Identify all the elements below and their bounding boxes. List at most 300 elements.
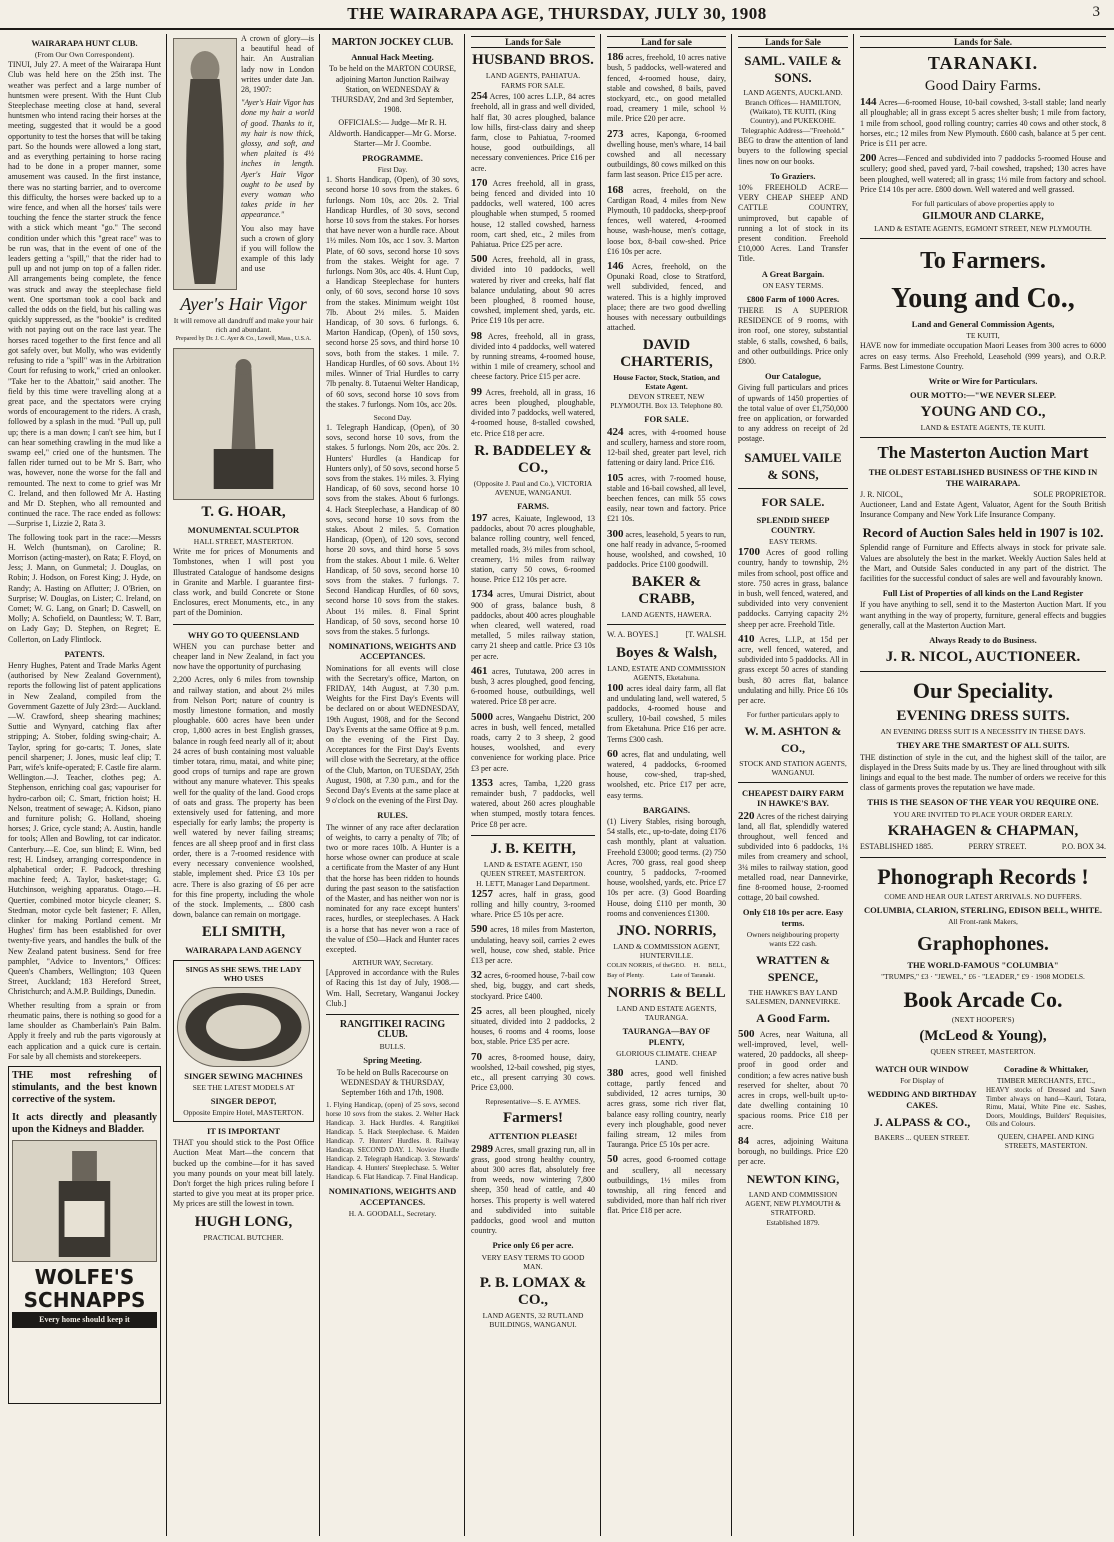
column-rule [166, 34, 167, 1536]
kr-right: P.O. BOX 34. [1061, 841, 1106, 851]
lot-listing [607, 529, 726, 571]
mart-body2: Splendid range of Furniture and Effects always in stock for private sale. Values are absolutely the best in the market. Weekly Auction Sales held at the Mart, and Outside Sales conducted in any part of the district. The facilities for the successful conduct of sales are well and favourably known. [860, 543, 1106, 584]
lot-text: Acres—6-roomed House, 10-bail cowshed, 3-stall stable; land nearly all ploughable; all in grass except 5 acres shelter bush; 1 mile from factory, 1 mile from school, good rolling country; carries 40 cows and other stock, 8 horses, etc.; 12 miles from New Plymouth. £600 cash, balance at 5 per cent. Price is £11 per acre. [860, 98, 1106, 149]
lot-text: Acres, near Waituna, all well-improved, level, well-watered, 20 paddocks, all sheep-proof in good order and condition; a few acres native bush reserved for shelter, about 70 acres in crops, well-built up-to-date dwelling containing 10 spacious rooms. Price £18 per acre. [738, 1029, 848, 1131]
taranaki-heading: TARANAKI. [927, 53, 1039, 74]
lot-410 [738, 634, 848, 706]
columbia-line: THE WORLD-FAMOUS "COLUMBIA" [907, 959, 1059, 970]
column-1 [4, 34, 165, 1536]
lot-text: acres, freehold, on the Cardigan Road, 4 miles from New Plymouth, 10 paddocks, sheep-proof fences, well watered, 4-roomed house, wash-house, men's cottage, loose box, 8-bail cow-shed. Price £16 10s per acre. [607, 185, 727, 256]
long-heading: IT IS IMPORTANT [206, 1125, 281, 1136]
mart-signature: J. R. NICOL, AUCTIONEER. [885, 649, 1081, 666]
column-rule [853, 34, 854, 1536]
second-day-heading: Second Day. [373, 412, 412, 422]
taranaki-sub: Good Dairy Farms. [924, 78, 1042, 95]
long-name: HUGH LONG, [194, 1213, 293, 1230]
long-body: THAT you should stick to the Post Office Auction Meat Mart—the concern that bucked up the combine—for it has saved you many pounds on your meat bill lately. Don't forget the high prices ruling before I started to give you meat at its proper price. My prices are still the lowest in town. [173, 1138, 314, 1209]
lot-number: 500 [471, 253, 488, 266]
lot-listing [607, 129, 726, 181]
schnapps-tagline: Every home should keep it [12, 1312, 157, 1328]
vaile2-name: SAMUEL VAILE & SONS, [744, 449, 842, 482]
wedding-cakes: WEDDING AND BIRTHDAY CAKES. [867, 1089, 977, 1110]
catalogue-body: Giving full particulars and prices of upwards of 1450 properties of the total value of over £1,750,000 free on application, or forwarded to any address on receipt of 2d postage. [738, 383, 848, 444]
schnapps-advert [8, 1066, 161, 1404]
farmers-heading: Farmers! [503, 1110, 563, 1127]
lot-listing [471, 924, 595, 966]
for-sale-heading: FOR SALE. [644, 414, 689, 425]
lot-text: acres, all been ploughed, nicely situated, divided into 2 paddocks, 2 houses, 6 rooms and 4 rooms, loose box, stable. Price £35 per acre. [471, 1006, 595, 1047]
lot-text: Acres—Fenced and subdivided into 7 paddocks 5-roomed House and scullery; good shed, paved yard, 7-bail cowshed, trapshed; 130 acres have been ploughed, well watered; all in grass; 1½ mile from factory and school. Price £14 10s per acre. £800 down. Well watered and well grassed. [860, 154, 1106, 194]
lomax-name: P. B. LOMAX & CO., [479, 1274, 587, 1308]
singer-top: SINGS AS SHE SEWS. THE LADY WHO USES [185, 964, 302, 983]
young-write: Write or Wire for Particulars. [928, 376, 1038, 387]
husband-bros-lots [471, 91, 595, 439]
column-3 [322, 34, 463, 1536]
hunt-club-field-list: The following took part in the race:—Messrs H. Welch (huntsman), on Caroline; R. Morrison (acting-master), on Rata; F. Floyd, on Jess; J. Mann, on Gunmetal; J. Douglas, on Robin; J. Hodson, on Forest King; J. Hyde, on Randy; A. Hasting on Aflutter; J. O'Brien, on Surprise; W. Douglas, on Lister; C. Ireland, on Comet; W. G. Lang, on Gnarl; D. Caswell, on Molly; A. Schofield, on Dauntless; W. T. Barr, on Lady Gay; D. Stephen, on Regret; E. Collerton, on Lady Flintlock. [8, 532, 161, 644]
coradine-name: Coradine & Whittaker, [1003, 1064, 1089, 1075]
mart-proprietor [860, 490, 1106, 500]
wratten-sub: THE HAWKE'S BAY LAND SALESMEN, DANNEVIRKE. [745, 987, 841, 1006]
rrc-place: BULLS. [379, 1042, 406, 1052]
charteris-lots [607, 52, 726, 333]
keith-representative: Representative—S. E. AYMES. [485, 1097, 581, 1107]
dairy-lot [738, 811, 848, 904]
lot-listing [607, 427, 726, 469]
columbia-models: "TRUMPS," £3 · "JEWEL," £6 · "LEADER," £9 · 1908 MODELS. [881, 972, 1085, 982]
lot-text: Acres, freehold, all in grass, 16 acres been ploughed, ploughable, divided into 7 paddocks, well watered, 4-roomed house, 8-stalled cowshed, etc. Price £18 per acre. [471, 387, 596, 438]
lot-number: 186 [607, 51, 624, 64]
baddeley-sub: (Opposite J. Paul and Co.), VICTORIA AVENUE, WANGANUI. [473, 478, 593, 497]
coradine-address: QUEEN, CHAPEL AND KING STREETS, MASTERTON. [997, 1131, 1095, 1150]
next-hoopers: (NEXT HOOPER'S) [951, 1015, 1015, 1025]
divider [471, 835, 595, 836]
lot-text: acres, 18 miles from Masterton, undulating, heavy soil, carries 2 ewes well, house, cow shed, stable. Price £13 per acre. [471, 925, 595, 966]
lot-text: Acres of good rolling country, handy to township, 2½ miles from school, post office and store. 750 acres in grass, balance in bush, well fenced, watered, and subdivided into very convenient paddocks. Carrying capacity 2½ sheep per acre. Freehold Title. [738, 548, 849, 629]
phonograph-sub: COME AND HEAR OUR LATEST ARRIVALS. NO DUFFERS. [884, 891, 1082, 901]
lot-144 [860, 97, 1106, 149]
lot-text: acres, good 6-roomed cottage and scullery, all necessary outbuildings, 1½ miles from township, all ring fenced and subdivided, more than half rich river flat. Price £18 per acre. [607, 1155, 726, 1216]
queensland-intro: WHEN you can purchase better and cheaper land in New Zealand, in fact you now have the opportunity of purchasing [173, 641, 314, 672]
mcleod-address: QUEEN STREET, MASTERTON. [930, 1047, 1036, 1057]
lot-number: 1353 [471, 776, 493, 789]
lot-number: 168 [607, 183, 624, 196]
ayer-also: You also may have such a crown of glory if you will follow the example of this lady and use [241, 223, 314, 274]
baker-crabb-name: BAKER & CRABB, [631, 574, 702, 608]
hoar-name: T. G. HOAR, [201, 504, 286, 520]
singer-bottom: SEE THE LATEST MODELS AT [192, 1082, 295, 1092]
singer-brand: SINGER SEWING MACHINES [184, 1070, 303, 1081]
lot-listing [471, 666, 595, 708]
lot-number: 1734 [471, 588, 493, 601]
lot-number: 300 [607, 527, 624, 540]
nominations-body: Nominations for all events will close with the Secretary's office, Marton, on FRIDAY, 14th August, at 7.30 p.m. Weights for the First Day's Events will be declared on or about WEDNESDAY, 19th August, 1908, and for the Second Day's Events at the same Office at 9 p.m. on the evening of the First Day. Acceptances for the First Day's Events will close with the Secretary, at the office of the Club, Marton, on TUESDAY, 25th August, 1908, at 7.30 p.m., and for the Second Day's Events at the same place at 9 o'clock on the evening of the First Day. [326, 663, 459, 806]
norris-bell-name: NORRIS & BELL [607, 985, 726, 1002]
lot-number: 146 [607, 260, 624, 273]
bargain-farm: £800 Farm of 1000 Acres. [746, 293, 840, 304]
hunt-club-article: TINUI, July 27. A meet of the Wairarapa Hunt Club was held here on the 25th inst. The weather was perfect and a large number of huntsmen were present. With the Hunt Club Steeplechase meeting close at hand, several huntsmen who intend racing their horses at the meeting, suggested that it would be a good opportunity to test the horses that will be taking part. So the hounds were allowed a long start, and as everything pertaining to horse racing had to be done in a proper manner, some amusement was caused. In the first instance, there was no starting barrier, and to overcome this difficulty, the horses were backed up to a wire fence, and when all the horses' tails were touching the fence the starter struck the fence with a stick which meant "go." The second condition under which this "great race" was to be run was, that in the event of one of the leaders getting a "spill," that the rider had to pull up and not jump on top of a fallen rider. All arrangements being complete, the fence was struck and away the steeplechase field went. One sportsman took a cool back and called the odds on the field, but his calling was quickly suppressed, as the "bookie" is credited with not paying out on the race last year. The horses raced together to the first fence and all got safely over, but Molly, who was evidently refusing to ride a "spill" was in the Arbitration Court for refusing to work," cried an onlooker. "Take her to the Abattoir," said another. The field by this time were travelling along at a great pace, and the spectators were crying words of encouragement to the riders. A crash, followed by a splash in the mud. "Pull up, pull up; there is a man down; I can't see him, but I can hear something crawling in the mud like a swamp eel," cried one of the huntsmen. The fallen rider turned out to be Mr S. Barr, who was, however, none the worse for the fall and remounted. The next to come to grief was Mr C. Ireland, and then followed Mr A. Hasting and Mr D. Stephen, who all remounted and continued the race. The race ended as follows:—Surprise 1, Lizzie 2, Rata 3. [8, 60, 161, 529]
bottom-adverts [860, 1060, 1106, 1151]
lot-200 [860, 153, 1106, 195]
hoar-address: HALL STREET, MASTERTON. [193, 537, 294, 547]
masthead [0, 0, 1114, 30]
young-sub2: LAND & ESTATE AGENTS, TE KUITI. [920, 423, 1046, 433]
divider [738, 782, 848, 783]
nb-lot [607, 1154, 726, 1216]
lot-listing [471, 778, 595, 830]
keith-name: J. B. KEITH, [490, 840, 576, 857]
norris-bell-principals [607, 961, 726, 981]
dress-suits-heading: EVENING DRESS SUITS. [896, 708, 1070, 725]
column-rule [464, 34, 465, 1536]
alpass-name: J. ALPASS & CO., [873, 1114, 971, 1129]
page-number: 3 [1092, 4, 1100, 20]
lot-number: 60 [607, 747, 618, 760]
hoar-body: Write me for prices of Monuments and Tombstones, when I will post you Illustrated Catalogue of handsome designs in Granite and Marble. I guarantee first-class work, and build Concrete or Stone Enclosures, erect Monuments, etc., in any part of the Dominion. [173, 547, 314, 618]
dress-suits-line1: AN EVENING DRESS SUIT IS A NECESSITY IN THESE DAYS. [880, 727, 1086, 737]
lot-text: Acres, L.I.P., at 15d per acre, well fenced, watered, and subdivided into 5 paddocks. All in grass except 50 acres of standing bush, 80 acres flat, balance undulating and hilly. Price £6 10s per acre. [738, 634, 848, 705]
singer-agent: SINGER DEPOT, [210, 1095, 277, 1106]
hoar-trade: MONUMENTAL SCULPTOR [187, 525, 300, 535]
dress-suits-body: THE distinction of style in the cut, and the highest skill of the tailor, are displayed in the Dress Suits made by us. They are lined throughout with silk linings and equal to the best made. The number of orders we receive for this class of garments proves the reputation we have made. [860, 752, 1106, 793]
bargain-sub: ON EASY TERMS. [762, 280, 824, 290]
easy-terms: EASY TERMS. [769, 537, 817, 547]
husband-bros-name: HUSBAND BROS. [472, 52, 594, 69]
rrc-signature: H. A. GOODALL, Secretary. [348, 1208, 437, 1218]
krahagen-name: KRAHAGEN & CHAPMAN, [887, 822, 1079, 839]
kr-mid: PERRY STREET. [968, 841, 1027, 851]
phonograph-heading: Phonograph Records ! [877, 863, 1089, 889]
lot-text: Acres, small grazing run, all in grass, good strong healthy country, about 300 acres flat, absolutely free from weeds, now wintering 7,800 sheep, 350 head of cattle, and 40 horses. This property is well watered and subdivided into suitable paddocks, good wool and mutton country. [471, 1144, 596, 1236]
lot-listing [471, 712, 595, 774]
ayer-tagline: It will remove all dandruff and make your hair rich and abundant. [173, 316, 314, 334]
lot-listing [471, 1006, 595, 1048]
wratten-name: WRATTEN & SPENCE, [755, 952, 831, 984]
lot-number: 50 [607, 1153, 618, 1166]
graziers-heading: To Graziers. [770, 170, 816, 181]
divider [860, 238, 1106, 239]
mart-body3: If you have anything to sell, send it to the Masterton Auction Mart. If you want anything in the way of property, furniture, general effects and buggies generally, call at the Masterton Auction Mart. [860, 600, 1106, 630]
column-4 [467, 34, 599, 1536]
lot-text: acres, flat and undulating, well watered, 4 paddocks, 6-roomed house, cow-shed, trap-shed, woolshed, etc. Price £17 per acre, easy terms. [607, 749, 727, 800]
boyes-walsh-name: Boyes & Walsh, [616, 644, 717, 661]
masthead-title: THE WAIRARAPA AGE, THURSDAY, JULY 30, 1908 [347, 4, 767, 23]
good-farm-lot [738, 1029, 848, 1132]
lot-listing [471, 970, 595, 1002]
hunt-club-byline: (From Our Own Correspondent). [34, 50, 135, 60]
divider [860, 671, 1106, 672]
mart-right: SOLE PROPRIETOR. [1033, 489, 1106, 499]
lot-number: 461 [471, 664, 488, 677]
young-name: Young and Co., [891, 283, 1075, 315]
dress-suits-line2: THEY ARE THE SMARTEST OF ALL SUITS. [896, 740, 1070, 751]
young-sub: Land and General Commission Agents, [911, 319, 1055, 330]
rules-heading: RULES. [377, 810, 408, 821]
lot-number: 500 [738, 1027, 755, 1040]
bargains-list: (1) Livery Stables, rising borough, 54 stalls, etc., up-to-date, doing £176 cash monthly, plant at valuation. Freehold £3000; good terms. (2) 750 Acres, 700 grass, real good sheep country, 5 paddocks, 7-roomed house, woolshed, yards, etc. Price £7 10s per acre. (3) Good Boarding House, doing £110 per month, 30 rooms and conveniences £1300. [607, 816, 726, 918]
dairy-owner: Owners neighbouring property wants £22 cash. [746, 929, 840, 948]
ashton-name: W. M. ASHTON & CO., [744, 724, 842, 756]
lands-band: Lands for Sale [738, 36, 848, 48]
bargain-body: THERE IS A SUPERIOR RESIDENCE of 9 rooms, with iron roof, one storey, substantial stable, 6 stalls, cowshed, 6 bails, and other outbuildings. Price only £800. [738, 306, 848, 367]
young-name2: YOUNG AND CO., [920, 404, 1046, 421]
lot-number: 5000 [471, 710, 493, 723]
boyes-left: W. A. BOYES.] [607, 630, 659, 640]
lot-1700 [738, 547, 848, 630]
lands-band: Lands for Sale. [860, 36, 1106, 48]
rules-body: The winner of any race after declaration of weights, to carry a penalty of 7lb; of two or more races 10lb. A Hunter is a horse whose owner can produce at scale a certificate from the Master of any Hunt that the horse has been ridden to hounds during the past season to the satisfaction of the Master, and has neither won nor is nominated for any race except hunters' races, hurdles, or steeplechases. A Hack is a horse that has never won a race of the value of £50—Hack and Hunter races excepted. [326, 822, 459, 955]
graziers-body: 10% FREEHOLD ACRE—VERY CHEAP SHEEP AND CATTLE COUNTRY, unimproved, but capable of running a lot of stock in its present condition. Freehold £10,000 Acres. Land Transfer Title. [738, 183, 848, 264]
husband-bros-sub2: FARMS FOR SALE. [501, 81, 565, 91]
rrc-title: RANGITIKEI RACING CLUB. [339, 1019, 446, 1041]
lot-number: 25 [471, 1004, 482, 1017]
singer-address: Opposite Empire Hotel, MASTERTON. [183, 1107, 304, 1117]
patents-article: Henry Hughes, Patent and Trade Marks Agent (authorised by New Zealand Government), reports the following list of patent applications in New Zealand, compiled from the Government Gazette of July 23rd:— Auckland.—W. Crawford, sheep shearing machines; Suttie and Wynyard, catching flax after stripping; A. Stober, folding swing-chair; A. Taylor, spring for go-carts; T. Jones, slate pencil sharpener; J. Jones, music leaf clip; T. Parr, wife's knife-operated; F. Castle fire alarm. Wellington.—J. Teacher, clothes peg; A. Stephenson, enriching coal gas; vapouriser for hydro-carbon oil; C. Smart, friction hoist; H. Nelson, treatment of sewage; A. Kidson, piano and furniture polish; G. Holland, shoeing horses; J. Grice, cycle stand; A. Austin, handle for tools; Allen and Bowling, tot car indicator. Canterbury.—E. Coe, sun blind; E. Winn, bed rest; H. Lindsey, arranging correspondence in alphabetical order; F. Padcock, threshing machine feed; A. Taylor, basket-stage; G. Hutchinson, weighing apparatus. Otago.—H. Quertier, combined motor bicycle cleaner; S. Stedman, motor cycle belt fastener; F. Allen, clinker for making Portland cement. Mr Hughes' firm has been established for over twenty-five years, and handles the bulk of the New Zealand patent business. Send for free pamphlet, "Advice to Inventors," Offices: Queen's Chambers, Wellington; 103 Queen Street, Auckland; 183 Hereford Street, Christchurch; and A.M.P. Buildings, Dunedin. [8, 660, 161, 997]
boyes-right: [T. WALSH. [685, 630, 726, 640]
newton-king-sub: LAND AND COMMISSION AGENT, NEW PLYMOUTH & STRATFORD. [744, 1190, 842, 1218]
particulars: For full particulars of above properties apply to [911, 199, 1055, 209]
boyes-lots [607, 683, 726, 801]
lot-text: Acres, freehold, all in grass, divided into 10 paddocks, well watered by river and creeks, half flat balance undulating, about 90 acres been ploughed, 8 roomed house, cowshed, implement shed, yards, etc. Price £19 10s per acre. [471, 255, 596, 326]
graphophones-heading: Graphophones. [917, 932, 1049, 955]
lot-text: Acres, freehold, all in grass, divided into 4 paddocks, well watered by running streams, 4-roomed house, within 1 mile of creamery, school and cheese factory. Price £15 per acre. [471, 331, 596, 382]
baddeley-name: R. BADDELEY & CO., [474, 442, 592, 476]
mart-title: The Masterton Auction Mart [877, 443, 1089, 463]
vaile-branches: Branch Offices— HAMILTON, (Waikato), TE KUITI, (King Country), and PUKEKOHE. [745, 98, 841, 126]
mcleod-young: (McLeod & Young), [919, 1028, 1047, 1045]
monument-illustration [173, 348, 314, 500]
mart-record: Record of Auction Sales held in 1907 is 102. [862, 525, 1104, 541]
alpass-sub: BAKERS ... QUEEN STREET. [874, 1132, 970, 1142]
dress-suits-invite: YOU ARE INVITED TO PLACE YOUR ORDER EARLY. [893, 809, 1073, 819]
ayer-quote: "Ayer's Hair Vigor has done my hair a world of good. Thanks to it, my hair is now thick, glossy, and soft, and when plaited is 4½ inches in length. Ayer's Hair Vigor ought to be used by every woman who takes pride in her appearance." [241, 98, 314, 220]
schnapps-body: It acts directly and pleasantly upon the Kidneys and Bladder. [12, 1111, 157, 1135]
farmers-attention: ATTENTION PLEASE! [488, 1131, 578, 1142]
book-arcade-heading: Book Arcade Co. [903, 987, 1063, 1013]
nb-right: GEO. H. BELL, Late of Taranaki. [670, 962, 726, 980]
lot-text: Acres of the richest dairying land, all flat, splendidly watered throughout, well fenced and subdivided into 6 paddocks, 1¼ miles from creamery and school, 3¼ miles to railway station, good metalled road, near Dannevirke, fine 8-roomed house, 2-roomed cottage, 20 bail cowshed. [738, 811, 848, 903]
pain-balm-notice: Whether resulting from a sprain or from rheumatic pains, there is nothing so good for a lame shoulder as Chamberlain's Pain Balm. Apply it freely and rub the parts vigorously at each application and a quick cure is certain. For sale by all chemists and storekeepers. [8, 1000, 161, 1061]
lot-text: acres, with 7-roomed house, stable and 16-bail cowshed, all level, beechen fences, can milk 55 cows easily, near town and factory. Price £21 10s. [607, 473, 727, 524]
lot-number: 590 [471, 923, 488, 936]
rrc-body: To be held on Bulls Racecourse on WEDNESDAY & THURSDAY, September 16th and 17th, 1908. [336, 1067, 449, 1098]
lot-listing [471, 513, 595, 585]
column-rule [731, 34, 732, 1536]
lot-listing [607, 473, 726, 525]
coradine-advert [986, 1060, 1106, 1151]
farmers-price: Price only £6 per acre. [492, 1240, 574, 1251]
column-7 [856, 34, 1110, 1536]
eli-smith-name: ELI SMITH, [201, 924, 286, 941]
mart-ready: Always Ready to do Business. [929, 635, 1037, 646]
nb-lot [607, 1068, 726, 1151]
bargain-heading: A Great Bargain. [761, 268, 825, 279]
rrc-subtitle: Spring Meeting. [363, 1055, 422, 1066]
good-farm-heading: A Good Farm. [756, 1010, 830, 1025]
rules-note: [Approved in accordance with the Rules of Racing this 1st day of July, 1908.— Wm. Hall, Secretary, Wanganui Jockey Club.] [326, 968, 459, 1008]
lot-text: acres, good well finished cottage, partly fenced and subdivided, 12 acres turnips, 30 acres grass, some rich river flat, balance easy rolling country, nearly every inch ploughable, good never failing stream, 12 miles from Tauranga. Price £5 10s per acre. [607, 1068, 727, 1150]
lot-listing [471, 1052, 595, 1094]
schnapps-intro: THE most refreshing of stimulants, and the best known corrective of the system. [12, 1069, 157, 1105]
lot-text: acres ideal dairy farm, all flat and undulating land, well watered, 5 paddocks, 4-roomed house and scullery, 10-bail cowshed, 5 miles from Eketahuna. Price £16 per acre. Terms £300 cash. [607, 683, 727, 744]
ayer-maker: Prepared by Dr. J. C. Ayer & Co., Lowell, Mass., U.S.A. [175, 336, 312, 342]
first-day-heading: First Day. [377, 165, 408, 175]
vaile-sub: LAND AGENTS, AUCKLAND. [743, 88, 843, 98]
young-town: TE KUITI, [966, 331, 1000, 341]
divider [326, 1014, 459, 1015]
lot-text: Acres freehold, all in grass, being fenced and divided into 10 paddocks, well watered, 100 acres ploughable when stumped, 5 roomed house, 12 stalled cowshed, harness room, cart shed, etc., 2 miles from Pahiatua. Price £25 per acre. [471, 178, 595, 250]
lot-text: acres, 8-roomed house, dairy, woolshed, 12-bail cowshed, pig styes, etc., all present carrying 30 cows. Price £3,000. [471, 1052, 595, 1093]
vaile-telegraphic: Telegraphic Address—"Freehold." [741, 126, 845, 136]
charteris-name: DAVID CHARTERIS, [620, 337, 713, 371]
lot-text: acres, Kaponga, 6-roomed dwelling house, men's whare, 14 bail cowshed and all necessary outbuildings, 80 cows milked on this farm last season. Price £15 per acre. [607, 129, 726, 180]
tauranga-band2: GLORIOUS CLIMATE. CHEAP LAND. [616, 1048, 717, 1067]
dairy-heading: CHEAPEST DAIRY FARM IN HAWKE'S BAY. [741, 788, 845, 809]
rules-signature: ARTHUR WAY, Secretary. [351, 958, 433, 968]
lomax-sub: LAND AGENTS, 32 RUTLAND BUILDINGS, WANGANUI. [482, 1310, 584, 1329]
baddeley-band: FARMS. [517, 500, 549, 511]
lot-number: 220 [738, 809, 755, 822]
lot-number: 273 [607, 127, 624, 140]
singer-logo [177, 987, 310, 1067]
coradine-sub: TIMBER MERCHANTS, ETC., [996, 1076, 1096, 1086]
lot-number: 1700 [738, 546, 760, 559]
divider [738, 488, 848, 489]
lot-number: 200 [860, 152, 877, 165]
lot-text: acres, with 4-roomed house and scullery, harness and store room, 12-bail shed, greater part level, rich fattening or dairy land. Price £16. [607, 427, 727, 468]
mart-left: J. R. NICOL, [860, 489, 903, 499]
lot-number: 144 [860, 96, 877, 109]
ayer-brand: Ayer's Hair Vigor [180, 294, 307, 314]
lot-listing [607, 261, 726, 333]
queensland-lot: 2,200 Acres, only 6 miles from township and railway station, and about 2½ miles from Nelson Port; nature of country is mostly limestone formation, and mostly ploughable. 600 acres have been under crop, 1,800 acres in best English grasses, balance in rough feed nearly all of it; about 24 acres of bush containing most valuable timber totara, rimu, matai, and white pine; good crops of turnips and rape are grown without any manure whatever. This speaks well for the quality of the land. Good crops of oats and grass. The property has been extensively used for fattening, and more especially for early lambs; the property is well watered by never failing streams; fences are all sheep proof and in first class order, there is a 7-roomed residence with every necessary convenience woolshed, stable, implement shed. Price £3 10s per acre. There is also grazing of £6 per acre for this fine property, including the whole of the stock. Implements, ... £800 cash down, balance can remain on mortgage. [173, 675, 314, 920]
lot-number: 84 [738, 1134, 749, 1147]
nominations-heading: NOMINATIONS, WEIGHTS AND ACCEPTANCES. [328, 641, 457, 662]
charteris-sub: House Factor, Stock, Station, and Estate Agent. [613, 373, 720, 392]
dress-suits-season: THIS IS THE SEASON OF THE YEAR YOU REQUIRE ONE. [867, 797, 1099, 808]
hunt-club-heading: WAIRARAPA HUNT CLUB. [31, 38, 138, 48]
lot-text: acres, Kaiuate, Inglewood, 13 paddocks, about 70 acres ploughable, balance rolling country, well fenced, metalled roads, 3½ miles from school, creamery, 1½ miles from railway station, carry 50 cows, 6-roomed house. Price £12 10s per acre. [471, 513, 595, 585]
vaile-name: SAML. VAILE & SONS. [744, 53, 842, 86]
column-2 [169, 34, 318, 1536]
newton-king-name: NEWTON KING, [746, 1172, 840, 1187]
lot-listing [471, 387, 595, 439]
eli-smith-trade: WAIRARAPA LAND AGENCY [185, 945, 302, 956]
column-6 [734, 34, 852, 1536]
rrc-programme: 1. Flying Handicap, (open) of 25 sovs, second horse 10 sovs from the stakes. 2. Welter Hack Handicap. 3. Hack Hurdles. 4. Rangitikei Handicap. 5. Hack Steeplechase. 6. Maiden Handicap. 7. Hunters' Hurdles. 8. Railway Handicap. SECOND DAY. 1. Novice Hurdle Handicap. 2. Telegraph Handicap. 3. Stewards' Handicap. 4. Hunters' Steeplechase. 5. Welter Handicap. 6. Flat Handicap. 7. Final Handicap. [326, 1101, 459, 1182]
programme-heading: PROGRAMME. [362, 153, 423, 164]
lot-number: 32 [471, 969, 482, 982]
first-day-races: 1. Shorts Handicap, (Open), of 30 sovs, second horse 10 sovs from the stakes. 6 furlongs. Nom 10s, acc 20s. 2. Trial Handicap Hurdles, of 30 sovs, second horse 10 sovs from the stakes. For horses that have never won a hurdle race. About 1½ miles. Nom 10s, acc 1 sov. 3. Marton Plate, of 60 sovs, second horse 10 sovs from the stakes. Weight for age. 7 furlongs. Nom 30s, acc 40s. 4. Hunt Cup, a Handicap Steeplechase for hunters only, of 60 sovs, second horse 10 sovs from the stakes. Minimum weight 10st 7lb. About 2½ miles. 5. Maiden Handicap, of 30 sovs. 6 furlongs. 6. Marton Handicap, (Open), of 150 sovs, second horse 25 sovs, and third horse 10 sovs, both from the stakes. 1 mile. 7. Handicap Hurdles, of 60 sovs. About 1½ miles. Winner of Trial Hurdles to carry 7lb penalty. 8. Tutaenui Welter Handicap, of 60 sovs, second horse 10 sovs from the stakes. 7 furlongs. Nom 10s, acc 20s. [326, 175, 459, 409]
lot-number: 98 [471, 329, 482, 342]
lot-number: 99 [471, 385, 482, 398]
lot-listing [471, 178, 595, 250]
phonograph-brands: COLUMBIA, CLARION, STERLING, EDISON BELL, WHITE. [864, 904, 1102, 915]
mart-body: Auctioneer, Land and Estate Agent, Valuator, Agent for the South British Insurance Company and New York Life Insurance Company. [860, 500, 1106, 520]
husband-bros-sub: LAND AGENTS, PAHIATUA. [485, 71, 581, 81]
to-farmers-heading: To Farmers. [920, 248, 1046, 275]
divider [860, 857, 1106, 858]
lot-text: acres, Wangaehu District, 200 acres in bush, well fenced, metalled roads, carry 2 to 3 sheep, 2 good houses, woolshed, and every convenience for working place. Price £3 per acre. [471, 712, 596, 773]
ayer-intro: A crown of glory—is a beautiful head of hair. An Australian lady now in London writes under date Jan. 28, 1907: [241, 34, 314, 95]
lot-text: acres, half in grass, good rolling and hilly country, 3-roomed whare. Price £5 10s per acre. [471, 889, 595, 920]
farmers-terms: VERY EASY TERMS TO GOOD MAN. [481, 1252, 585, 1271]
farmers-lot [471, 1144, 595, 1237]
gilmour-sub: LAND & ESTATE AGENTS, EGMONT STREET, NEW PLYMOUTH. [874, 224, 1092, 234]
column-rule [600, 34, 601, 1536]
queensland-heading: WHY GO TO QUEENSLAND [187, 629, 300, 640]
lot-listing [471, 254, 595, 326]
coradine-body: HEAVY stocks of Dressed and Sawn Timber always on hand—Kauri, Totara, Rimu, Matai, White Pine etc. Sashes, Doors, Mouldings, Builders' Requisites, Oils and Colours. [986, 1086, 1106, 1129]
lands-band: Lands for Sale [471, 36, 595, 48]
long-trade: PRACTICAL BUTCHER. [203, 1232, 284, 1242]
lot-number: 105 [607, 471, 624, 484]
vaile-body: BEG to draw the attention of land buyers to the following special lines now on our books. [738, 136, 848, 166]
lot-text: acres, Tamba, 1,220 grass remainder bush, 7 paddocks, well watered, about 260 acres ploughable when stumped, mostly totara fences. Price £8 per acre. [471, 778, 595, 829]
lot-number: 254 [471, 90, 488, 103]
patents-heading: PATENTS. [64, 648, 105, 659]
mjc-title: MARTON JOCKEY CLUB. [331, 37, 454, 48]
boyes-walsh-principals [607, 630, 726, 640]
norris-bell-sub: LAND AND ESTATE AGENTS, TAURANGA. [616, 1004, 717, 1023]
gilmour-name: GILMOUR AND CLARKE, [922, 211, 1044, 223]
kr-left: ESTABLISHED 1885. [860, 841, 934, 851]
divider [607, 624, 726, 625]
divider [173, 624, 314, 625]
lot-text: acres, adjoining Waituna borough, no buildings. Price £20 per acre. [738, 1136, 848, 1167]
lot-text: acres, Tututawa, 200 acres in bush, 3 acres ploughed, good fencing, 6-roomed house, outbuildings, well watered. Price £8 per acre. [471, 666, 595, 707]
nb-left: COLIN NORRIS, of the Bay of Plenty. [607, 962, 671, 980]
young-motto: OUR MOTTO:—"WE NEVER SLEEP. [910, 390, 1056, 401]
further-particulars: For further particulars apply to [746, 710, 840, 720]
watch-window: WATCH OUR WINDOW [875, 1064, 969, 1075]
lot-text: Acres, freehold, on the Opunaki Road, close to Stratford, well subdivided, fenced, and watered. This is a highly improved place; there are two good dwelling houses with necessary outbuildings attached. [607, 262, 726, 333]
lot-number: 1257 [471, 887, 493, 900]
mjc-officials: OFFICIALS:— Judge—Mr R. H. Aldworth. Handicapper—Mr G. Morse. Starter—Mr J. Coombe. [328, 118, 457, 148]
keith-lots [471, 889, 595, 1094]
lot-text: acres, freehold, 10 acres native bush, 5 paddocks, well-watered and fenced, 4-roomed house, dairy, stable and cowshed, 8 bails, paved stockyard, etc., on good metalled road, creamery 1 mile, school ½ mile. Price £20 per acre. [607, 53, 727, 124]
young-body: HAVE now for immediate occupation Maori Leases from 300 acres to 6000 acres on easy terms. Also Freehold, Leasehold (999 years), and O.R.P. Farms. Best Limestone Country. [860, 341, 1106, 371]
mart-list: Full List of Properties of all kinds on the Land Register [882, 588, 1084, 599]
keith-sub: LAND & ESTATE AGENT, 150 QUEEN STREET, MASTERTON. [480, 859, 586, 878]
lot-listing [607, 185, 726, 257]
phonograph-makers: All Front-rank Makers, [948, 916, 1018, 926]
lot-number: 197 [471, 511, 488, 524]
lot-number: 410 [738, 632, 755, 645]
lot-number: 424 [607, 425, 624, 438]
boyes-walsh-sub: LAND, ESTATE AND COMMISSION AGENTS, Eketahuna. [607, 663, 726, 682]
lot-text: Acres, 100 acres L.I.P., 84 acres freehold, all in grass and well divided, half flat, 30 acres ploughed, balance low hills, first-class dairy and sheep farm, close to Pahiatua, 7-roomed house, good outbuildings, all necessary conveniences. Price £16 per acre. [471, 92, 595, 173]
second-day-races: 1. Telegraph Handicap, (Open), of 30 sovs, second horse 10 sovs, from the stakes. 5 furlongs. Nom 20s, acc 20s. 2. Hunters' Hurdles (a Handicap for Hunters only), of 50 sovs, second horse 5 sovs from the stakes. 1½ miles. 3. Flying Handicap, of 60 sovs, second horse 10 sovs from the stakes. About 6 furlongs. 4. Hack Steeplechase, a Handicap of 80 sovs, second horse 10 sovs from the stakes. About 2 miles. 5. Cornation Handicap, (Open), of 120 sovs, second horse 20 sovs, and third horse 5 sovs from the stakes. About 1 mile. 6. Welter Handicap, of 50 sovs, second horse 10 sovs from the stakes. 7 furlongs. 7. Second Handicap Hurdles, of 60 sovs, second horse 10 sovs from the stakes. About 1½ miles. 8. Final Sprint Handicap, of 50 sovs, second horse 10 sovs from the stakes. 5 furlongs. [326, 422, 459, 636]
lot-number: 70 [471, 1050, 482, 1063]
watch-sub: For Display of [900, 1076, 944, 1086]
lot-listing [607, 683, 726, 745]
lot-number: 2989 [471, 1142, 493, 1155]
norris-sub: LAND & COMMISSION AGENT, HUNTERVILLE. [613, 942, 720, 960]
keith-manager: H. LETT, Manager Land Department. [476, 878, 590, 888]
lot-number: 100 [607, 681, 624, 694]
lot-number: 170 [471, 176, 488, 189]
dairy-price: Only £18 10s per acre. Easy terms. [742, 907, 844, 928]
schnapps-bottle-illustration [12, 1140, 157, 1262]
lot-listing [471, 889, 595, 921]
column-rule [319, 34, 320, 1536]
mjc-body: To be held on the MARTON COURSE, adjoining Marton Junction Railway Station, on WEDNESDAY & THURSDAY, 2nd and 3rd September, 1908. [328, 64, 457, 115]
lot-listing [607, 52, 726, 124]
schnapps-brand: WOLFE'S SCHNAPPS [23, 1264, 146, 1312]
alpass-advert [860, 1060, 984, 1151]
norris-name: JNO. NORRIS, [616, 923, 717, 939]
lot-number: 380 [607, 1066, 624, 1079]
